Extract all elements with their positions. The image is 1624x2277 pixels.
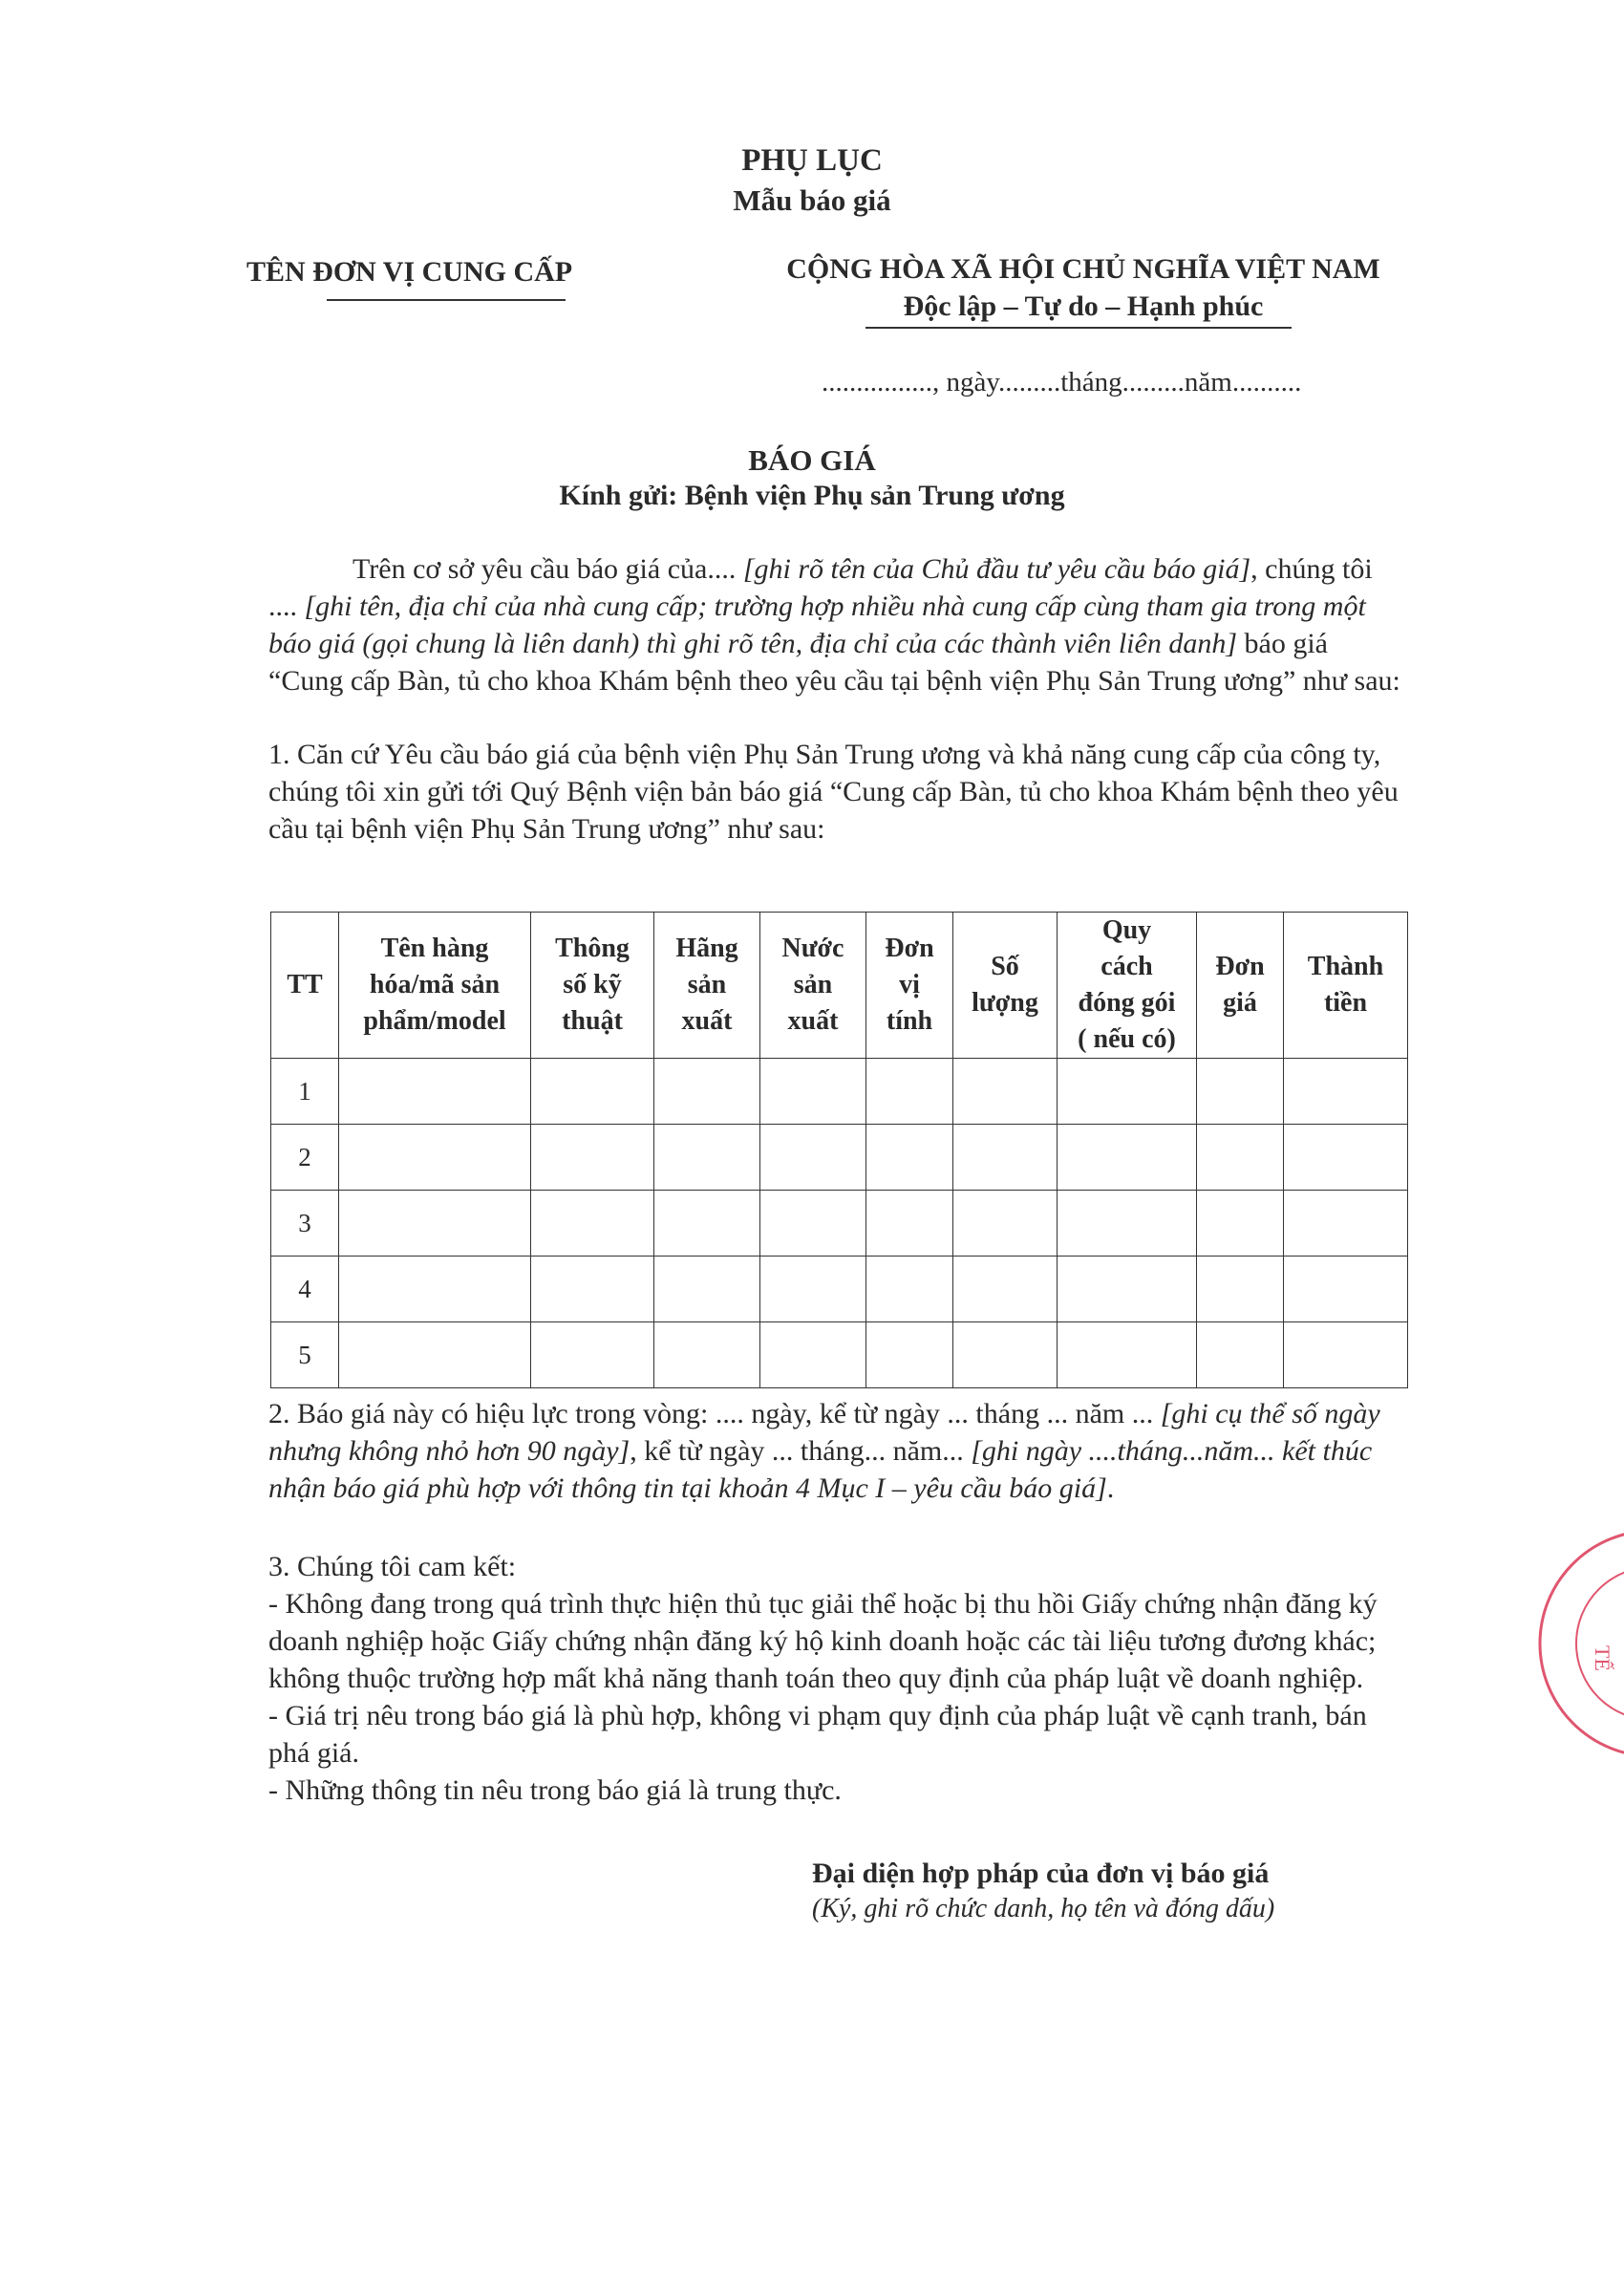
commitment-1: - Không đang trong quá trình thực hiện thủ tục giải thể hoặc bị thu hồi Giấy chứng nhận đăng ký doanh nghiệp hoặc Giấy chứng nhận đăng ký hộ kinh doanh hoặc các tài liệu tương đương khác; không thuộc trường hợp mất khả năng thanh toán theo quy định của pháp luật về doanh nghiệp. xyxy=(268,1588,1378,1694)
empty-cell xyxy=(1197,1125,1284,1191)
stamp-text: TẾ xyxy=(1591,1645,1614,1671)
stamp-seal xyxy=(1490,1519,1624,1768)
date-line: ................, ngày.........tháng.........năm.......... xyxy=(822,367,1302,397)
empty-cell xyxy=(1284,1191,1408,1257)
empty-cell xyxy=(953,1257,1058,1322)
table-header-cell xyxy=(1197,913,1284,1059)
empty-cell xyxy=(866,1059,953,1125)
table-row xyxy=(271,1257,1408,1322)
table-header-cell xyxy=(953,913,1058,1059)
table-header-line: số kỹ xyxy=(563,970,622,999)
empty-cell xyxy=(1284,1125,1408,1191)
table-header-cell xyxy=(654,913,760,1059)
table-body xyxy=(271,1059,1408,1388)
table-header-line: ( nếu có) xyxy=(1078,1024,1176,1054)
empty-cell xyxy=(1284,1059,1408,1125)
item-3-heading: 3. Chúng tôi cam kết: xyxy=(268,1551,517,1582)
empty-cell xyxy=(866,1191,953,1257)
empty-cell xyxy=(760,1059,866,1125)
empty-cell xyxy=(1058,1257,1197,1322)
empty-cell xyxy=(531,1191,654,1257)
empty-cell xyxy=(339,1257,531,1322)
table-header-line: phẩm/model xyxy=(363,1006,506,1036)
empty-cell xyxy=(760,1191,866,1257)
empty-cell xyxy=(339,1125,531,1191)
empty-cell xyxy=(339,1059,531,1125)
empty-cell xyxy=(1058,1125,1197,1191)
table-row xyxy=(271,1059,1408,1125)
table-header-line: lượng xyxy=(972,988,1038,1018)
row-number-cell: 4 xyxy=(271,1257,339,1322)
table-header-line: Quy xyxy=(1101,915,1152,945)
table-row xyxy=(271,1191,1408,1257)
intro-text: Trên cơ sở yêu cầu báo giá của.... xyxy=(353,553,743,585)
item-2-placeholder-date: [ghi ngày ....tháng...năm... kết thúc nhận báo giá phù hợp với thông tin tại khoản 4 Mục I – yêu cầu báo giá] xyxy=(268,1435,1373,1504)
item-3-section xyxy=(268,1548,1405,1809)
table-header-line: Tên hàng xyxy=(380,934,489,963)
table-header-line: Đơn xyxy=(885,934,934,963)
table-header-line: Thông xyxy=(555,934,630,963)
intro-placeholder-supplier: [ghi tên, địa chỉ của nhà cung cấp; trường hợp nhiều nhà cung cấp cùng tham gia trong một báo giá (gọi chung là liên danh) thì ghi rõ tên, địa chỉ của các thành viên liên danh] xyxy=(268,591,1366,659)
row-number-cell: 2 xyxy=(271,1125,339,1191)
table-header-cell xyxy=(760,913,866,1059)
national-motto: Độc lập – Tự do – Hạnh phúc xyxy=(903,290,1264,322)
table-header-line: Hãng xyxy=(675,934,738,963)
row-number-cell: 1 xyxy=(271,1059,339,1125)
table-header-line: tính xyxy=(886,1006,933,1036)
row-number-cell: 5 xyxy=(271,1322,339,1388)
empty-cell xyxy=(339,1191,531,1257)
empty-cell xyxy=(1284,1322,1408,1388)
empty-cell xyxy=(531,1125,654,1191)
item-2-text: 2. Báo giá này có hiệu lực trong vòng: .... ngày, kể từ ngày ... tháng ... năm ... xyxy=(268,1398,1161,1429)
intro-placeholder-investor: [ghi rõ tên của Chủ đầu tư yêu cầu báo giá] xyxy=(742,553,1251,585)
empty-cell xyxy=(760,1322,866,1388)
empty-cell xyxy=(866,1322,953,1388)
empty-cell xyxy=(1058,1191,1197,1257)
empty-cell xyxy=(531,1322,654,1388)
commitment-3: - Những thông tin nêu trong báo giá là trung thực. xyxy=(268,1774,842,1806)
empty-cell xyxy=(654,1125,760,1191)
item-2-paragraph xyxy=(268,1395,1405,1507)
table-header-line: Thành xyxy=(1307,952,1384,981)
item-1-paragraph: 1. Căn cứ Yêu cầu báo giá của bệnh viện Phụ Sản Trung ương và khả năng cung cấp của công ty, chúng tôi xin gửi tới Quý Bệnh viện bản báo giá “Cung cấp Bàn, tủ cho khoa Khám bệnh theo yêu cầu tại bệnh viện Phụ Sản Trung ương” như sau: xyxy=(268,739,1399,845)
document-title: BÁO GIÁ xyxy=(748,443,876,477)
table-row xyxy=(271,1322,1408,1388)
commitment-2: - Giá trị nêu trong báo giá là phù hợp, không vi phạm quy định của pháp luật về cạnh tranh, bán phá giá. xyxy=(268,1700,1367,1769)
table-header-line: sản xyxy=(793,970,833,999)
stamp-inner-ring xyxy=(1576,1567,1624,1720)
table-header-cell xyxy=(339,913,531,1059)
appendix-title: PHỤ LỤC xyxy=(741,143,883,178)
empty-cell xyxy=(953,1322,1058,1388)
empty-cell xyxy=(866,1125,953,1191)
item-2-text: , kể từ ngày ... tháng... năm... xyxy=(630,1435,972,1467)
intro-text: báo giá “Cung cấp Bàn, tủ cho khoa Khám bệnh theo yêu cầu tại bệnh viện Phụ Sản Trung ương” như sau: xyxy=(268,628,1400,697)
table-header-line: giá xyxy=(1223,988,1257,1018)
nation-heading: CỘNG HÒA XÃ HỘI CHỦ NGHĨA VIỆT NAM xyxy=(786,253,1380,285)
recipient-line: Kính gửi: Bệnh viện Phụ sản Trung ương xyxy=(559,480,1065,511)
table-header-line: Đơn xyxy=(1215,952,1265,981)
table-header-line: tiền xyxy=(1323,988,1368,1018)
table-header-line: thuật xyxy=(562,1006,623,1036)
empty-cell xyxy=(1197,1322,1284,1388)
empty-cell xyxy=(531,1059,654,1125)
item-2-placeholder-days: [ghi cụ thể số ngày nhưng không nhỏ hơn 90 ngày] xyxy=(268,1398,1380,1467)
table-header-line: xuất xyxy=(787,1006,839,1036)
empty-cell xyxy=(1197,1257,1284,1322)
table-header-line: hóa/mã sản xyxy=(369,970,501,999)
intro-text: , chúng tôi .... xyxy=(268,553,1373,622)
empty-cell xyxy=(1197,1059,1284,1125)
table-header-cell xyxy=(1284,913,1408,1059)
table-header-line: TT xyxy=(287,970,323,999)
row-number-cell: 3 xyxy=(271,1191,339,1257)
table-header-line: Số xyxy=(991,952,1019,981)
empty-cell xyxy=(866,1257,953,1322)
table-header-row xyxy=(271,913,1408,1059)
empty-cell xyxy=(953,1059,1058,1125)
empty-cell xyxy=(1284,1257,1408,1322)
table-header-line: Nước xyxy=(781,934,844,963)
empty-cell xyxy=(1058,1322,1197,1388)
empty-cell xyxy=(953,1191,1058,1257)
table-header-cell xyxy=(271,913,339,1059)
signature-note: (Ký, ghi rõ chức danh, họ tên và đóng dấu) xyxy=(812,1894,1275,1923)
table-header-line: xuất xyxy=(681,1006,733,1036)
quote-table xyxy=(270,912,1408,1388)
empty-cell xyxy=(760,1125,866,1191)
appendix-subtitle: Mẫu báo giá xyxy=(733,183,891,217)
empty-cell xyxy=(654,1059,760,1125)
motto-underline xyxy=(865,327,1292,329)
table-header-line: đóng gói xyxy=(1078,988,1176,1018)
empty-cell xyxy=(654,1191,760,1257)
empty-cell xyxy=(1058,1059,1197,1125)
stamp-outer-ring xyxy=(1540,1531,1624,1756)
supplier-underline xyxy=(327,299,566,301)
item-2-text: . xyxy=(1106,1472,1115,1504)
empty-cell xyxy=(760,1257,866,1322)
table-header-line: cách xyxy=(1100,952,1153,981)
table-header-line: vị xyxy=(899,970,920,999)
empty-cell xyxy=(1197,1191,1284,1257)
empty-cell xyxy=(654,1257,760,1322)
empty-cell xyxy=(654,1322,760,1388)
table-header-cell xyxy=(1058,913,1197,1059)
empty-cell xyxy=(953,1125,1058,1191)
supplier-name: TÊN ĐƠN VỊ CUNG CẤP xyxy=(246,256,573,288)
table-header-cell xyxy=(866,913,953,1059)
intro-paragraph xyxy=(268,550,1405,699)
signatory-title: Đại diện hợp pháp của đơn vị báo giá xyxy=(812,1858,1270,1889)
table-header-cell xyxy=(531,913,654,1059)
table-row xyxy=(271,1125,1408,1191)
table-header-line: sản xyxy=(687,970,727,999)
empty-cell xyxy=(531,1257,654,1322)
empty-cell xyxy=(339,1322,531,1388)
